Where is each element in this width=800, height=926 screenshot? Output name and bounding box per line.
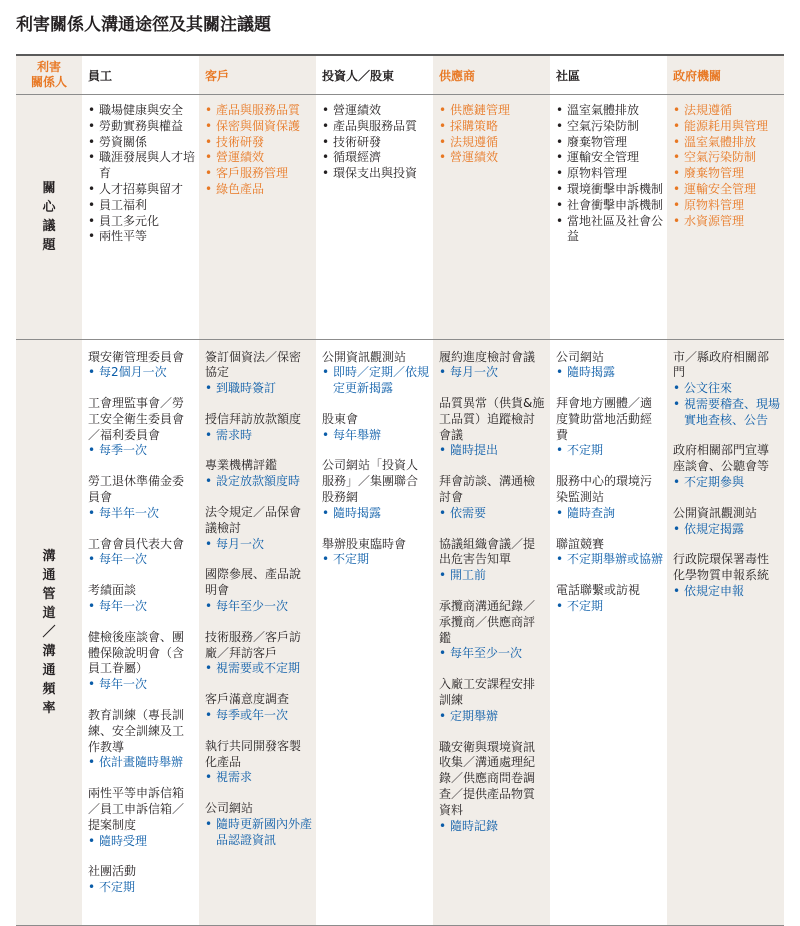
channel-name: 入廠工安課程安排訓練: [439, 677, 536, 708]
channel-name: 公司網站「投資人服務」／集團聯合股務網: [322, 458, 419, 505]
channel-item: [556, 474, 663, 521]
channel-item: [88, 630, 195, 693]
channel-name: 舉辦股東臨時會: [322, 536, 407, 551]
channel-name: 勞工退休準備金委員會: [88, 474, 185, 505]
channel-name: 公司網站: [556, 349, 605, 364]
channel-name: 拜會地方團體／適度贊助當地活動經費: [556, 396, 653, 442]
channel-name: 公司網站: [205, 801, 254, 816]
channel-item: [88, 708, 195, 771]
channel-item: [439, 677, 546, 724]
channel-name: 專業機構評鑑: [205, 458, 278, 473]
channel-name: 簽訂個資法／保密協定: [205, 349, 302, 380]
topics-row-label: 關心議題: [16, 95, 82, 339]
channel-name: 客戶滿意度調查: [205, 692, 290, 707]
topic-item: • 營運績效: [322, 103, 429, 119]
channel-frequency: • 每月一次: [205, 537, 312, 553]
topic-item: • 社會衝擊申訴機制: [556, 198, 663, 214]
col-header-investor: 投資人／股東: [316, 56, 433, 95]
topic-item: • 運輸安全管理: [673, 182, 780, 198]
topic-item: • 兩性平等: [88, 229, 195, 245]
channel-name: 社團活動: [88, 864, 137, 879]
channel-frequency: • 每季一次: [88, 443, 195, 459]
topics-community: [550, 95, 667, 339]
topic-item: • 能源耗用與管理: [673, 119, 780, 135]
channel-name: 法令規定／品保會議檢討: [205, 505, 302, 535]
channel-item: [88, 537, 195, 569]
channels-row-label: 溝通管道／溝通頻率: [16, 340, 82, 926]
channel-item: [205, 630, 312, 677]
topic-item: • 員工福利: [88, 198, 195, 214]
channel-name: 教育訓練（專長訓練、安全訓練及工作教導: [88, 708, 185, 754]
channel-item: [88, 396, 195, 459]
topic-item: • 職涯發展與人才培育: [88, 150, 195, 182]
topic-item: • 廢棄物管理: [673, 166, 780, 182]
channel-frequency: • 每月一次: [439, 365, 546, 381]
channel-item: [439, 599, 546, 662]
channel-frequency: • 視需要或不定期: [205, 661, 312, 677]
channel-item: [556, 350, 663, 382]
channel-frequency: • 不定期: [556, 443, 663, 459]
channels-employee: [82, 340, 199, 926]
channel-name: 公開資訊觀測站: [322, 349, 407, 364]
channel-name: 股東會: [322, 411, 359, 426]
topic-item: • 環境衝擊申訴機制: [556, 182, 663, 198]
topic-item: • 空氣污染防制: [673, 150, 780, 166]
topic-item: • 環保支出與投資: [322, 166, 429, 182]
topic-item: • 營運績效: [205, 150, 312, 166]
channel-frequency: • 每年舉辦: [322, 428, 429, 444]
topics-investor: [316, 95, 433, 339]
channel-item: [88, 474, 195, 521]
channel-frequency: • 不定期參與: [673, 475, 780, 491]
channel-frequency: • 不定期: [322, 552, 429, 568]
channel-item: [205, 505, 312, 552]
channel-frequency: • 隨時揭露: [556, 365, 663, 381]
channel-name: 服務中心的環境污染監測站: [556, 474, 653, 505]
channel-name: 政府相關部門宣導座談會、公聽會等: [673, 443, 770, 474]
channel-item: [556, 396, 663, 459]
channel-name: 職安衛與環境資訊收集／溝通處理紀錄／供應商問卷調查／提供產品物質資料: [439, 739, 536, 817]
channel-item: [556, 583, 663, 615]
channel-name: 工會會員代表大會: [88, 536, 185, 551]
col-header-supplier: 供應商: [433, 56, 550, 95]
channels-government: [667, 340, 784, 926]
channel-name: 執行共同開發客製化產品: [205, 738, 302, 769]
channels-investor: [316, 340, 433, 926]
channel-item: [673, 443, 780, 490]
channel-item: [673, 397, 780, 429]
channel-name: 技術服務／客戶訪廠／拜訪客戶: [205, 629, 302, 660]
channel-name: 聯誼競賽: [556, 536, 605, 551]
channel-frequency: • 依規定揭露: [673, 522, 780, 538]
topic-item: • 廢棄物管理: [556, 135, 663, 151]
channel-name: 國際參展、產品說明會: [205, 567, 302, 598]
topic-item: • 客戶服務管理: [205, 166, 312, 182]
col-header-customer: 客戶: [199, 56, 316, 95]
channel-frequency: • 隨時更新國內外產品認證資訊: [205, 817, 312, 849]
topic-item: • 員工多元化: [88, 214, 195, 230]
topic-item: • 循環經濟: [322, 150, 429, 166]
channel-name: 工會理監事會／勞工安全衛生委員會／福利委員會: [88, 396, 185, 442]
channel-item: [439, 474, 546, 521]
channel-item: [673, 506, 780, 538]
channel-frequency: • 依需要: [439, 506, 546, 522]
topic-item: • 綠色產品: [205, 182, 312, 198]
channel-name: 履約進度檢討會議: [439, 349, 536, 364]
channel-frequency: • 不定期舉辦或協辦: [556, 552, 663, 568]
col-header-government: 政府機關: [667, 56, 784, 95]
topic-item: • 營運績效: [439, 150, 546, 166]
channel-item: [205, 801, 312, 848]
topic-item: • 當地社區及社會公益: [556, 214, 663, 246]
channels-customer: [199, 340, 316, 926]
topic-item: • 原物料管理: [673, 198, 780, 214]
channel-frequency: • 每年一次: [88, 552, 195, 568]
channel-frequency: • 隨時揭露: [322, 506, 429, 522]
channel-name: 電話聯繫或訪視: [556, 583, 641, 598]
channel-frequency: • 公文往來: [673, 381, 780, 397]
topic-item: • 供應鏈管理: [439, 103, 546, 119]
channels-supplier: [433, 340, 550, 926]
topic-item: • 法規遵循: [439, 135, 546, 151]
channel-frequency: • 依規定申報: [673, 584, 780, 600]
channel-name: 考績面談: [88, 583, 137, 598]
channel-frequency: • 依計畫隨時舉辦: [88, 755, 195, 771]
channel-name: 品質異常（供貨&施工品質）追蹤檢討會議: [439, 396, 545, 442]
channel-frequency: • 到職時簽訂: [205, 381, 312, 397]
col-header-community: 社區: [550, 56, 667, 95]
page-title: 利害關係人溝通途徑及其關注議題: [16, 15, 271, 35]
channel-frequency: • 即時／定期／依規定更新揭露: [322, 365, 429, 397]
topic-item: • 技術研發: [205, 135, 312, 151]
channel-item: [322, 537, 429, 569]
stakeholder-table: [16, 56, 784, 926]
channel-frequency: • 視需要稽查、現場實地查核、公告: [673, 397, 780, 429]
channel-name: 拜會訪談、溝通檢討會: [439, 474, 536, 505]
col-header-employee: 員工: [82, 56, 199, 95]
header-row-label: 利害 關係人: [16, 56, 82, 95]
channel-item: [205, 692, 312, 724]
channel-item: [439, 740, 546, 835]
topic-item: • 職場健康與安全: [88, 103, 195, 119]
topic-item: • 溫室氣體排放: [673, 135, 780, 151]
channel-frequency: • 隨時查詢: [556, 506, 663, 522]
channel-frequency: • 不定期: [556, 599, 663, 615]
channel-item: [556, 537, 663, 569]
channel-name: 授信拜訪放款額度: [205, 411, 302, 426]
channel-item: [439, 396, 546, 459]
topic-item: • 法規遵循: [673, 103, 780, 119]
channel-item: [205, 350, 312, 397]
topics-government: [667, 95, 784, 339]
channel-frequency: • 隨時受理: [88, 834, 195, 850]
channel-item: [673, 552, 780, 599]
topics-row: [16, 95, 784, 339]
topic-item: • 空氣污染防制: [556, 119, 663, 135]
channel-item: [205, 567, 312, 614]
channel-item: [439, 537, 546, 584]
topic-item: • 採購策略: [439, 119, 546, 135]
topic-item: • 水資源管理: [673, 214, 780, 230]
channel-name: 協議組織會議／提出危害告知單: [439, 536, 536, 567]
channel-item: [88, 350, 195, 382]
channel-item: [439, 350, 546, 382]
channel-frequency: • 每年至少一次: [439, 646, 546, 662]
channel-frequency: • 開工前: [439, 568, 546, 584]
channel-frequency: • 不定期: [88, 880, 195, 896]
channel-item: [673, 350, 780, 397]
header-row: [16, 56, 784, 95]
channel-frequency: • 每半年一次: [88, 506, 195, 522]
topic-item: • 技術研發: [322, 135, 429, 151]
channels-community: [550, 340, 667, 926]
channel-frequency: • 隨時記錄: [439, 819, 546, 835]
topics-employee: [82, 95, 199, 339]
topic-item: • 勞動實務與權益: [88, 119, 195, 135]
channel-frequency: • 每年一次: [88, 599, 195, 615]
channel-item: [205, 739, 312, 786]
topic-item: • 產品與服務品質: [322, 119, 429, 135]
topics-customer: [199, 95, 316, 339]
channel-name: 健檢後座談會、團體保險說明會（含員工眷屬）: [88, 629, 185, 676]
channel-frequency: • 需求時: [205, 428, 312, 444]
channel-name: 公開資訊觀測站: [673, 505, 758, 520]
topic-item: • 溫室氣體排放: [556, 103, 663, 119]
channel-frequency: • 定期舉辦: [439, 709, 546, 725]
channel-item: [88, 786, 195, 849]
channel-item: [322, 350, 429, 397]
channel-name: 兩性平等申訴信箱／員工申訴信箱／提案制度: [88, 786, 185, 832]
channel-frequency: • 設定放款額度時: [205, 474, 312, 490]
channel-item: [88, 864, 195, 896]
channel-item: [322, 458, 429, 521]
channel-item: [322, 412, 429, 444]
channel-name: 承攬商溝通紀錄／承攬商／供應商評鑑: [439, 599, 536, 645]
channel-name: 行政院環保署毒性化學物質申報系統: [673, 552, 770, 583]
channel-item: [205, 412, 312, 444]
topic-item: • 人才招募與留才: [88, 182, 195, 198]
channel-name: 環安衛管理委員會: [88, 349, 185, 364]
channel-frequency: • 視需求: [205, 770, 312, 786]
channel-frequency: • 每年一次: [88, 677, 195, 693]
topic-item: • 原物料管理: [556, 166, 663, 182]
topics-supplier: [433, 95, 550, 339]
channels-row: [16, 340, 784, 926]
topic-item: • 保密與個資保護: [205, 119, 312, 135]
topic-item: • 勞資關係: [88, 135, 195, 151]
channel-frequency: • 每2個月一次: [88, 365, 195, 381]
channel-frequency: • 每季或年一次: [205, 708, 312, 724]
topic-item: • 運輸安全管理: [556, 150, 663, 166]
topic-item: • 產品與服務品質: [205, 103, 312, 119]
channel-frequency: • 每年至少一次: [205, 599, 312, 615]
channel-frequency: • 隨時提出: [439, 443, 546, 459]
channel-item: [205, 458, 312, 490]
channel-name: 市／縣政府相關部門: [673, 349, 770, 380]
channel-item: [88, 583, 195, 615]
